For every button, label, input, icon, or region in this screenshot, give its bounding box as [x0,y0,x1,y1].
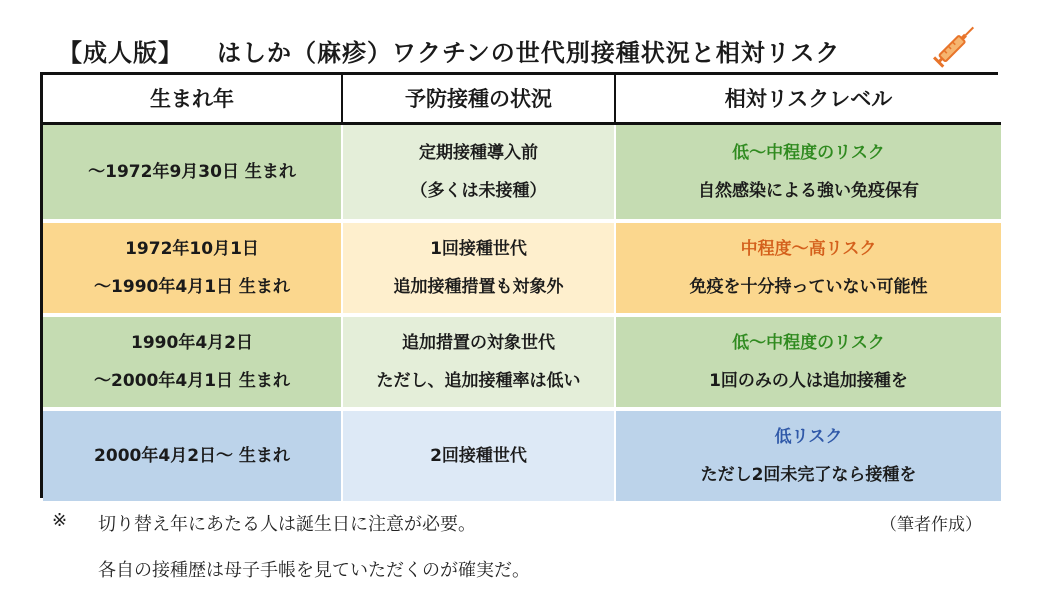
footnote-line2: 各自の接種歴は母子手帳を見ていただくのが確実だ。 [98,560,530,581]
header-birth-year: 生まれ年 [43,75,341,125]
title-edition: 【成人版】 [58,38,183,67]
row3-status [341,313,616,407]
row3-status-line1: 追加措置の対象世代 [402,333,555,353]
row2-risk [616,219,1001,313]
footnote-line1: 切り替え年にあたる人は誕生日に注意が必要。 [98,514,476,535]
row1-risk-level: 低～中程度のリスク [732,143,885,163]
row2-birth-line1: 1972年10月1日 [125,239,259,259]
row1-status [341,125,616,219]
row4-birth-line1: 2000年4月2日～ 生まれ [94,446,290,466]
row3-risk [616,313,1001,407]
row2-status-line2: 追加接種措置も対象外 [393,277,564,297]
row3-birth [43,313,341,407]
row4-risk-note: ただし2回未完了なら接種を [700,465,917,485]
row1-risk [616,125,1001,219]
row2-risk-note: 免疫を十分持っていない可能性 [689,277,928,297]
row1-birth [43,125,341,219]
row4-risk [616,407,1001,501]
row4-status [341,407,616,501]
author-credit: （筆者作成） [880,515,982,535]
title-main: はしか（麻疹）ワクチンの世代別接種状況と相対リスク [217,38,841,67]
syringe-icon [930,18,982,70]
row4-status-line1: 2回接種世代 [430,446,527,466]
row1-status-line1: 定期接種導入前 [419,143,538,163]
footnote-mark: ※ [52,510,68,531]
row3-birth-line2: ～2000年4月1日 生まれ [94,371,290,391]
row2-risk-level: 中程度～高リスク [740,239,877,259]
row1-risk-note: 自然感染による強い免疫保有 [698,181,919,201]
row2-status-line1: 1回接種世代 [430,239,527,259]
row3-risk-note: 1回のみの人は追加接種を [709,371,908,391]
row4-risk-level: 低リスク [774,427,843,447]
row3-risk-level: 低～中程度のリスク [732,333,885,353]
header-risk-level: 相対リスクレベル [616,75,1001,125]
row1-birth-line1: ～1972年9月30日 生まれ [88,162,296,182]
page-title [58,30,840,70]
row3-birth-line1: 1990年4月2日 [131,333,253,353]
row4-birth [43,407,341,501]
footnote [52,510,476,536]
row1-status-line2: （多くは未接種） [410,181,547,201]
row3-status-line2: ただし、追加接種率は低い [376,371,581,391]
row2-birth [43,219,341,313]
row2-birth-line2: ～1990年4月1日 生まれ [94,277,290,297]
header-vaccination-status: 予防接種の状況 [341,75,616,125]
row2-status [341,219,616,313]
vaccination-table [40,72,998,498]
